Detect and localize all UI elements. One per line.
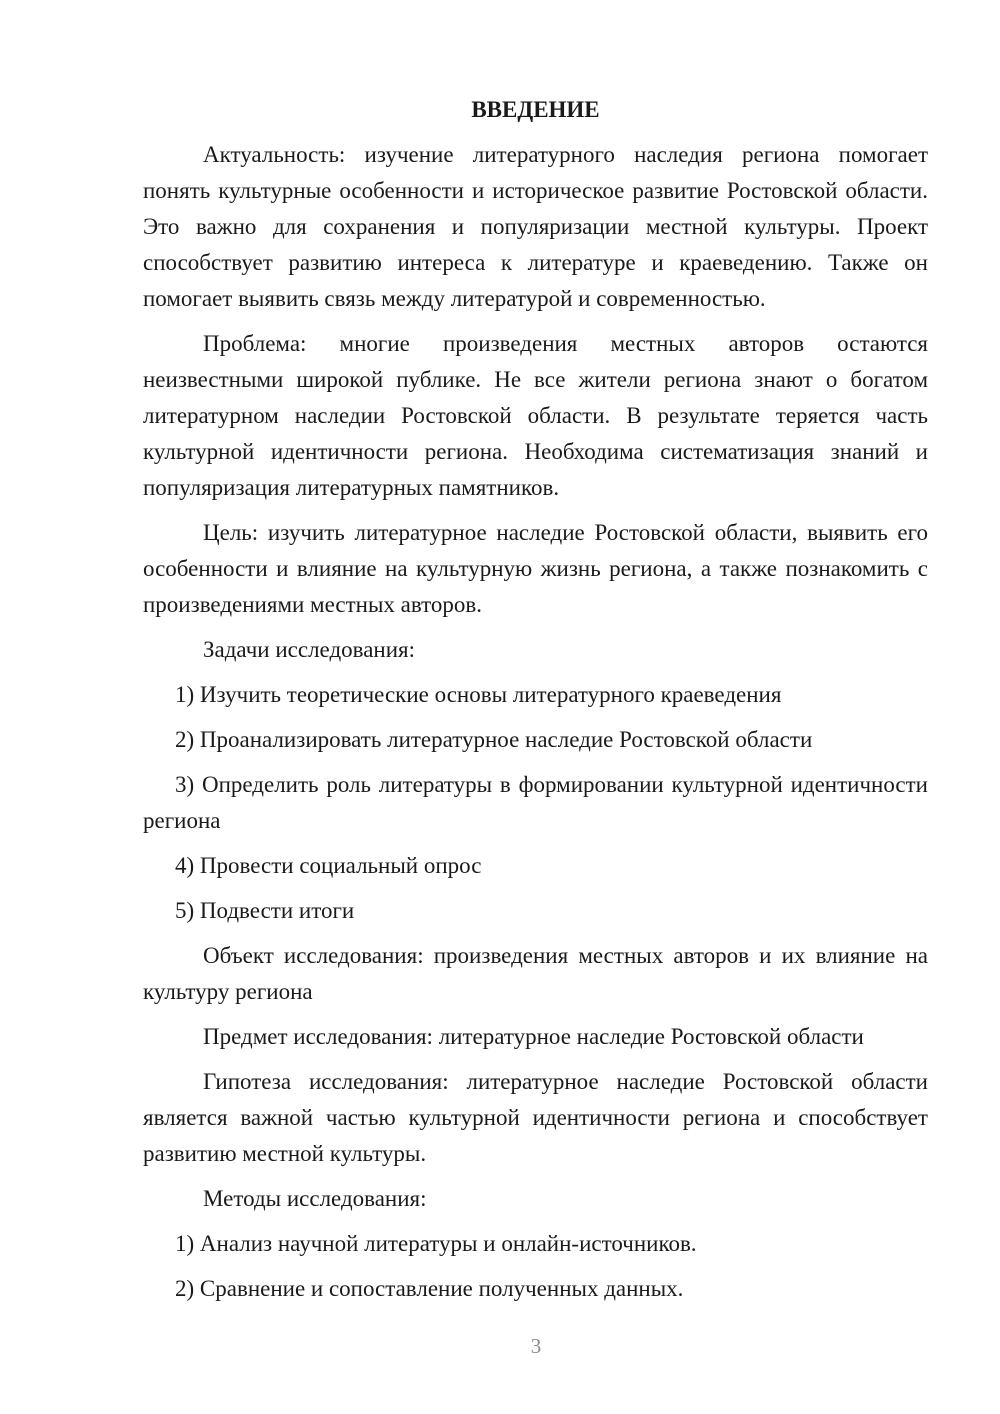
page-title: ВВЕДЕНИЕ bbox=[471, 97, 600, 122]
object-paragraph: Объект исследования: произведения местных авторов и их влияние на культуру региона bbox=[143, 943, 928, 1004]
relevance-paragraph: Актуальность: изучение литературного наследия региона помогает понять культурные особенности и историческое развитие Ростовской области. Это важно для сохранения и популяризации местной культуры. Проект способствует развитию интереса к литературе и краеведению. Также он помогает выявить связь между литературой и современностью. bbox=[143, 142, 928, 311]
task-item-5: 5) Подвести итоги bbox=[175, 898, 355, 923]
task-item-4: 4) Провести социальный опрос bbox=[175, 853, 482, 878]
method-item-2: 2) Сравнение и сопоставление полученных данных. bbox=[175, 1276, 684, 1301]
tasks-heading: Задачи исследования: bbox=[203, 637, 416, 662]
page-content bbox=[143, 92, 928, 1316]
page-number: 3 bbox=[530, 1334, 542, 1358]
task-item-1: 1) Изучить теоретические основы литературного краеведения bbox=[175, 682, 782, 707]
method-item-1: 1) Анализ научной литературы и онлайн-источников. bbox=[175, 1231, 697, 1256]
hypothesis-paragraph: Гипотеза исследования: литературное наследие Ростовской области является важной частью культурной идентичности региона и способствует развитию местной культуры. bbox=[143, 1069, 928, 1166]
subject-paragraph: Предмет исследования: литературное наследие Ростовской области bbox=[203, 1024, 864, 1049]
goal-paragraph: Цель: изучить литературное наследие Ростовской области, выявить его особенности и влияние на культурную жизнь региона, а также познакомить с произведениями местных авторов. bbox=[143, 520, 928, 617]
problem-paragraph: Проблема: многие произведения местных авторов остаются неизвестными широкой публике. Не все жители региона знают о богатом литературном наследии Ростовской области. В результате теряется часть культурной идентичности региона. Необходима систематизация знаний и популяризация литературных памятников. bbox=[143, 331, 928, 500]
methods-heading: Методы исследования: bbox=[203, 1186, 427, 1211]
task-item-2: 2) Проанализировать литературное наследие Ростовской области bbox=[175, 727, 813, 752]
task-item-3: 3) Определить роль литературы в формировании культурной идентичности региона bbox=[143, 772, 928, 833]
